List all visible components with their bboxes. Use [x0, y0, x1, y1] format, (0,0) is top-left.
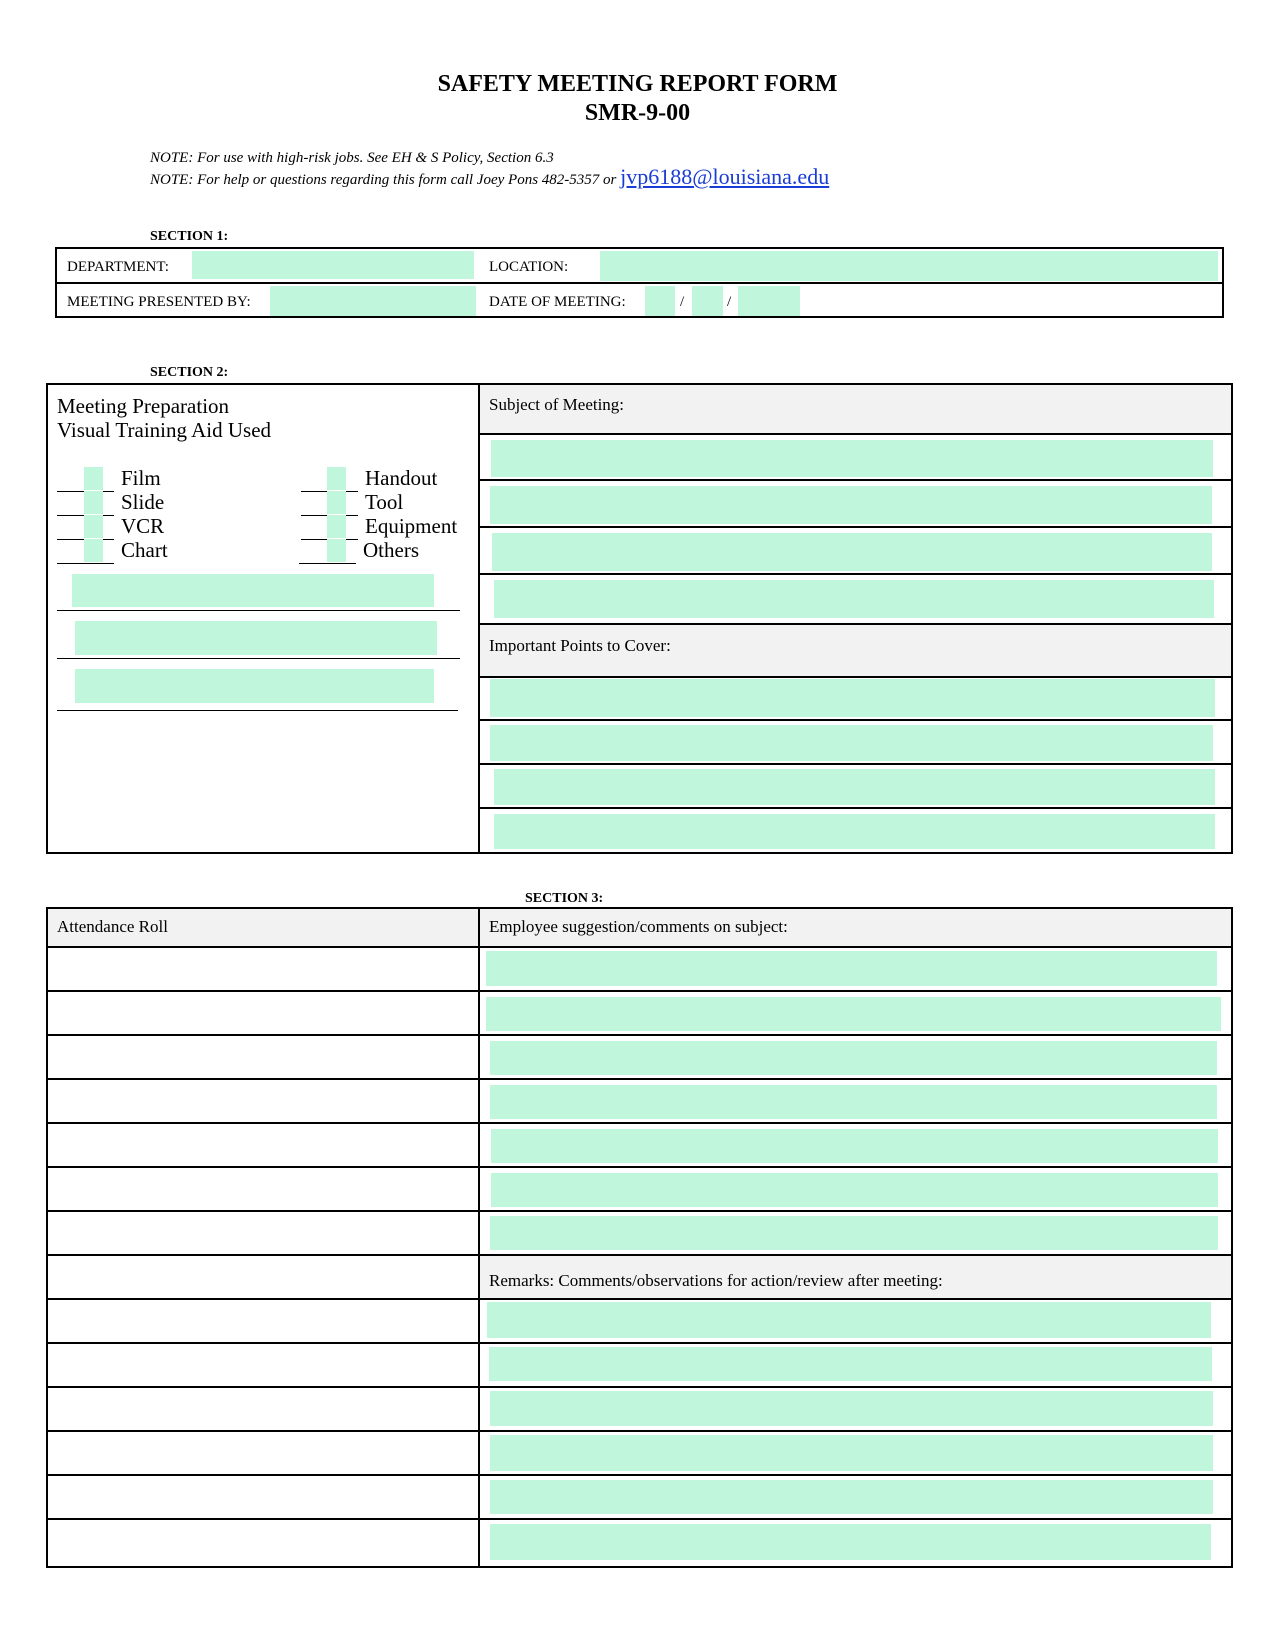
attendance-row-3[interactable]	[48, 1036, 477, 1078]
subject-field-1[interactable]	[491, 440, 1213, 477]
section1-row-divider	[55, 282, 1224, 284]
attendance-row-10[interactable]	[48, 1344, 477, 1386]
attendance-row-1[interactable]	[48, 948, 477, 990]
comments-field-4[interactable]	[490, 1085, 1217, 1119]
aid-label-slide: Slide	[121, 490, 165, 514]
checkbox-slide[interactable]	[84, 491, 103, 514]
comments-field-1[interactable]	[486, 951, 1217, 986]
location-field[interactable]	[600, 251, 1218, 281]
aid-label-film: Film	[121, 466, 161, 490]
visual-aid-heading: Visual Training Aid Used	[57, 418, 272, 442]
checkbox-chart[interactable]	[84, 539, 103, 562]
email-link[interactable]: jvp6188@louisiana.edu	[620, 164, 830, 189]
subject-field-3[interactable]	[492, 533, 1212, 571]
points-field-1[interactable]	[490, 679, 1215, 717]
other-aid-field-2[interactable]	[75, 621, 437, 655]
row-divider	[478, 719, 1233, 721]
note-help	[150, 164, 829, 190]
row-divider	[478, 433, 1233, 435]
subject-field-4[interactable]	[494, 580, 1214, 618]
attendance-row-5[interactable]	[48, 1124, 477, 1166]
attendance-row-6[interactable]	[48, 1168, 477, 1210]
remarks-field-5[interactable]	[490, 1480, 1213, 1514]
comments-field-7[interactable]	[490, 1216, 1218, 1250]
attendance-row-4[interactable]	[48, 1080, 477, 1122]
aid-label-chart: Chart	[121, 538, 168, 562]
date-separator: /	[680, 294, 685, 310]
aid-label-handout: Handout	[365, 466, 438, 490]
remarks-field-6[interactable]	[490, 1524, 1211, 1560]
other-aid-line-1	[57, 610, 460, 611]
remarks-label: Remarks: Comments/observations for action/review after meeting:	[489, 1271, 943, 1290]
other-aid-field-3[interactable]	[75, 669, 434, 703]
points-field-3[interactable]	[494, 769, 1215, 805]
other-aid-field-1[interactable]	[72, 574, 434, 607]
row-divider	[478, 807, 1233, 809]
section2-column-divider	[478, 383, 480, 854]
checkbox-underline	[299, 563, 356, 564]
row-divider	[478, 676, 1233, 678]
aid-label-others: Others	[363, 538, 419, 562]
other-aid-line-2	[57, 658, 460, 659]
checkbox-underline	[57, 563, 114, 564]
form-title: SAFETY MEETING REPORT FORM	[437, 71, 838, 97]
attendance-row-7[interactable]	[48, 1212, 477, 1254]
attendance-row-2[interactable]	[48, 992, 477, 1034]
date-year-field[interactable]	[738, 286, 800, 316]
checkbox-vcr[interactable]	[84, 515, 103, 538]
section3-heading: SECTION 3:	[525, 891, 604, 906]
comments-field-5[interactable]	[491, 1129, 1218, 1163]
prep-heading: Meeting Preparation	[57, 394, 230, 418]
attendance-row-8[interactable]	[48, 1256, 477, 1298]
row-divider	[478, 763, 1233, 765]
section2-heading: SECTION 2:	[150, 365, 229, 380]
row-divider	[478, 526, 1233, 528]
date-month-field[interactable]	[645, 286, 675, 316]
attendance-row-11[interactable]	[48, 1388, 477, 1430]
department-label: DEPARTMENT:	[67, 259, 169, 275]
attendance-row-9[interactable]	[48, 1300, 477, 1342]
checkbox-equipment[interactable]	[327, 515, 346, 538]
department-field[interactable]	[192, 251, 474, 279]
section1-heading: SECTION 1:	[150, 229, 229, 244]
attendance-row-14[interactable]	[48, 1520, 477, 1566]
aid-label-vcr: VCR	[121, 514, 165, 538]
remarks-field-1[interactable]	[487, 1302, 1211, 1338]
note-policy: NOTE: For use with high-risk jobs. See EH & S Policy, Section 6.3	[150, 150, 554, 166]
checkbox-film[interactable]	[84, 467, 103, 490]
checkbox-handout[interactable]	[327, 467, 346, 490]
row-divider	[478, 479, 1233, 481]
points-label: Important Points to Cover:	[489, 636, 671, 655]
subject-field-2[interactable]	[490, 486, 1212, 524]
aid-label-equipment: Equipment	[365, 514, 458, 538]
comments-field-2[interactable]	[486, 997, 1221, 1031]
form-code: SMR-9-00	[584, 100, 691, 126]
presented-by-label: MEETING PRESENTED BY:	[67, 294, 251, 310]
comments-label: Employee suggestion/comments on subject:	[489, 917, 788, 936]
comments-field-6[interactable]	[491, 1173, 1218, 1207]
points-field-2[interactable]	[490, 725, 1213, 761]
remarks-field-4[interactable]	[490, 1435, 1213, 1471]
attendance-row-13[interactable]	[48, 1476, 477, 1518]
row-divider	[478, 573, 1233, 575]
checkbox-tool[interactable]	[327, 491, 346, 514]
subject-label: Subject of Meeting:	[489, 395, 625, 414]
date-label: DATE OF MEETING:	[489, 294, 626, 310]
checkbox-others[interactable]	[327, 539, 346, 562]
aid-label-tool: Tool	[365, 490, 404, 514]
remarks-field-3[interactable]	[490, 1391, 1213, 1426]
comments-field-3[interactable]	[490, 1041, 1217, 1075]
other-aid-line-3	[57, 710, 458, 711]
presented-by-field[interactable]	[270, 286, 476, 316]
section3-column-divider	[478, 907, 480, 1568]
attendance-row-12[interactable]	[48, 1432, 477, 1474]
points-field-4[interactable]	[494, 814, 1215, 849]
date-day-field[interactable]	[692, 286, 723, 316]
remarks-field-2[interactable]	[489, 1347, 1212, 1381]
attendance-label: Attendance Roll	[57, 917, 168, 936]
location-label: LOCATION:	[489, 259, 569, 275]
date-separator: /	[727, 294, 732, 310]
note-help-text: NOTE: For help or questions regarding this form call Joey Pons 482-5357 or	[150, 172, 617, 188]
